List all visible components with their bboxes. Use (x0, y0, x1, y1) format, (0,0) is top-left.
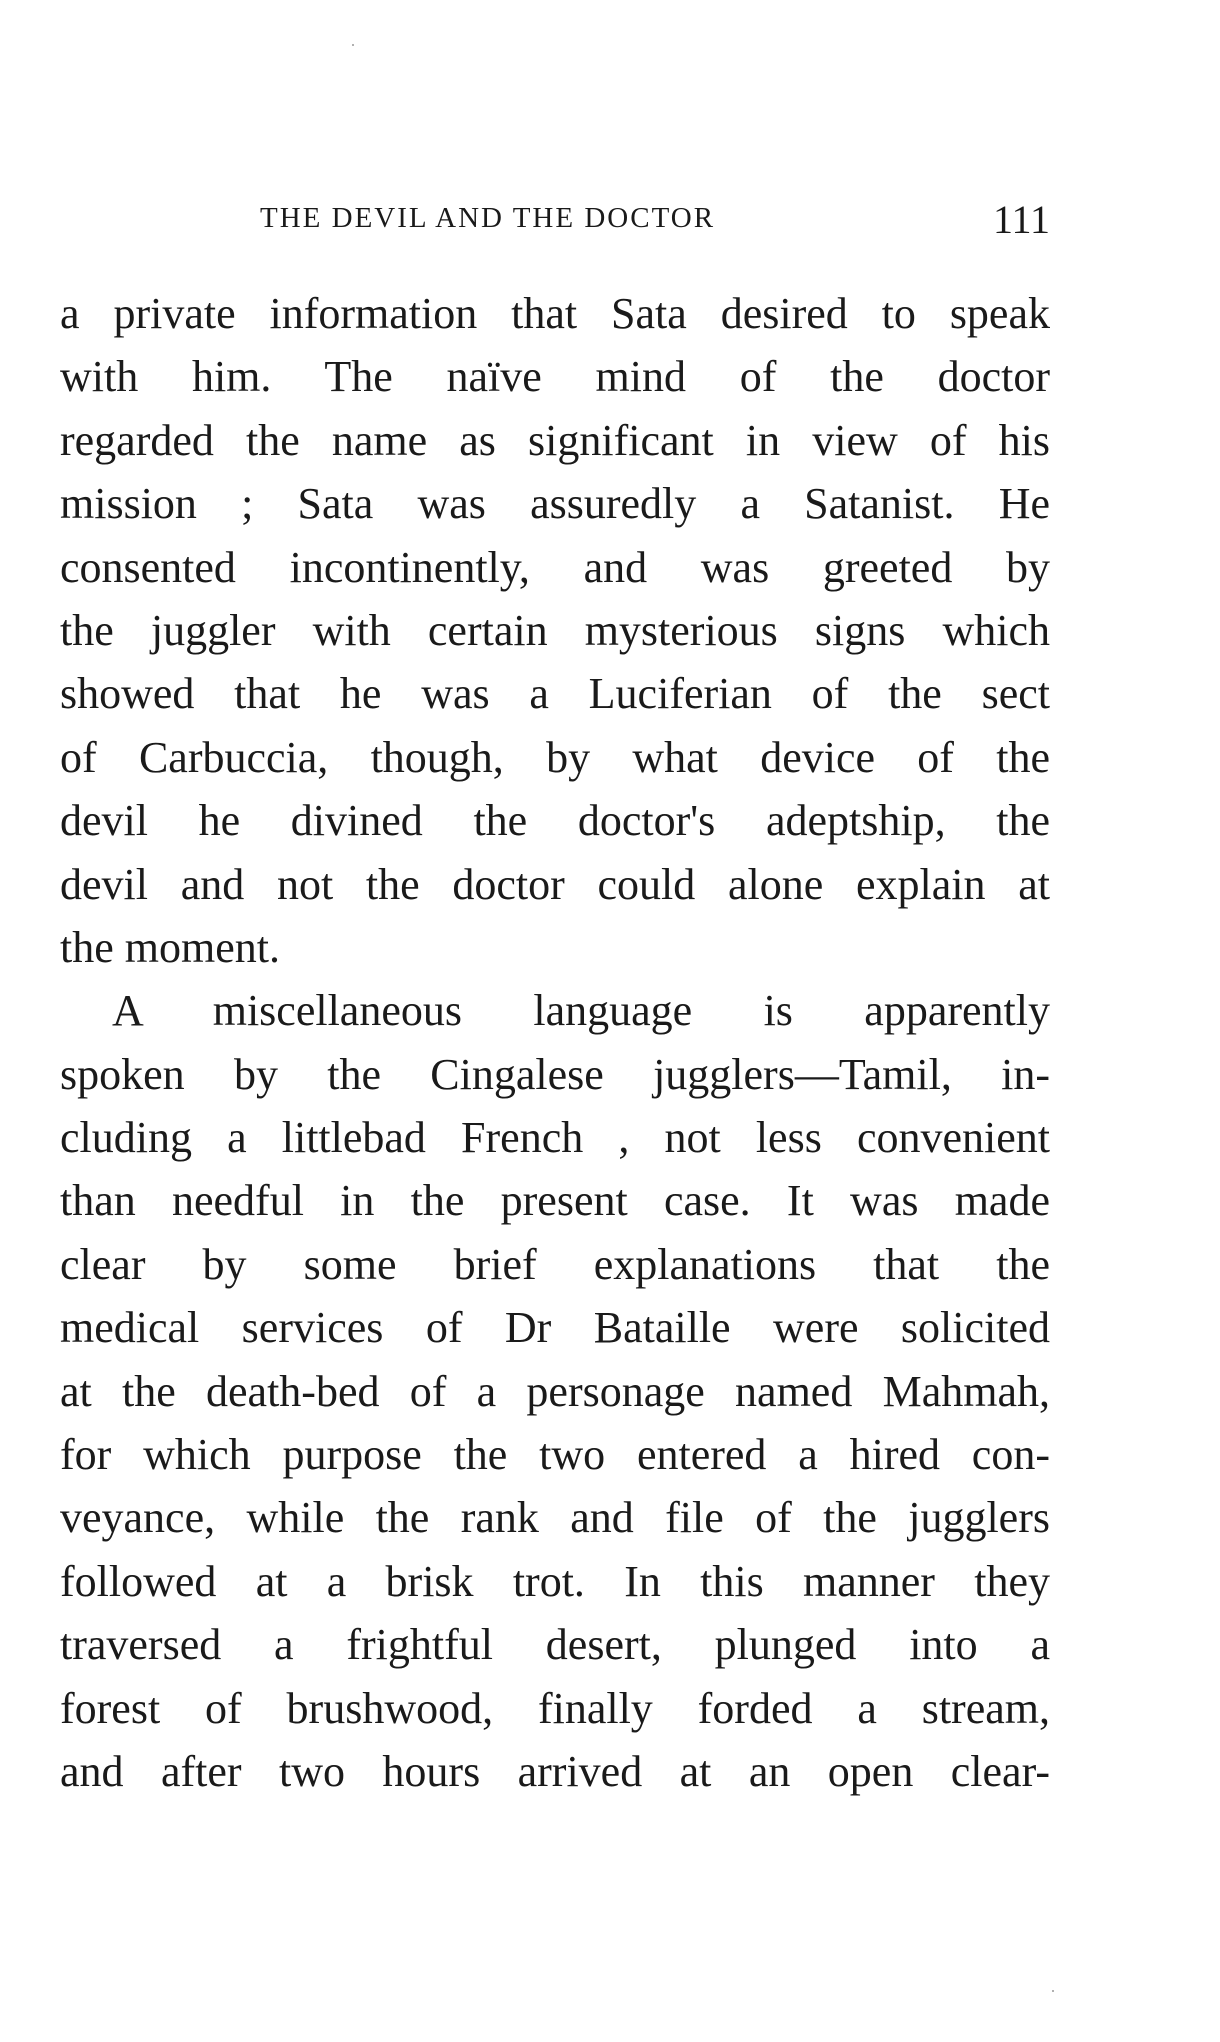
text-line: a private information that Sata desired to speak (60, 289, 1050, 338)
text-line: regarded the name as significant in view of his (60, 415, 1050, 465)
text-line: forest of brushwood, finally forded a stream, (60, 1683, 1050, 1733)
text-line: of Carbuccia, though, by what device of the (60, 732, 1050, 782)
text-line: and after two hours arrived at an open clear- (60, 1746, 1050, 1796)
text-line: A miscellaneous language is apparently (112, 986, 1050, 1036)
text-line: devil and not the doctor could alone explain at (60, 859, 1050, 909)
text-line: traversed a frightful desert, plunged into a (60, 1620, 1050, 1670)
text-line: devil he divined the doctor's adeptship, the (60, 796, 1050, 846)
text-line: medical services of Dr Bataille were solicited (60, 1303, 1050, 1353)
text-line: than needful in the present case. It was made (60, 1176, 1050, 1226)
text-line: the juggler with certain mysterious signs which (60, 605, 1050, 655)
text-line: followed at a brisk trot. In this manner they (60, 1556, 1050, 1606)
running-head: THE DEVIL AND THE DOCTOR (260, 202, 716, 234)
text-line: at the death-bed of a personage named Mahmah, (60, 1366, 1050, 1416)
paper-speck (352, 44, 354, 46)
page-number: 111 (992, 197, 1050, 242)
text-line: veyance, while the rank and file of the jugglers (60, 1493, 1050, 1543)
text-line: consented incontinently, and was greeted by (60, 542, 1050, 592)
text-line: the moment. (60, 922, 280, 972)
paper-speck (1052, 1990, 1054, 1992)
text-line: for which purpose the two entered a hired con- (60, 1430, 1050, 1480)
text-line: with him. The naïve mind of the doctor (60, 352, 1050, 402)
text-line: showed that he was a Luciferian of the sect (60, 669, 1050, 719)
page-header (62, 196, 1050, 244)
text-line: mission ; Sata was assuredly a Satanist. He (60, 479, 1050, 529)
body-text (60, 282, 1050, 1803)
text-line: spoken by the Cingalese jugglers—Tamil, in- (60, 1049, 1050, 1099)
text-line: cluding a littlebad French , not less convenient (60, 1113, 1050, 1163)
text-line: clear by some brief explanations that the (60, 1239, 1050, 1289)
